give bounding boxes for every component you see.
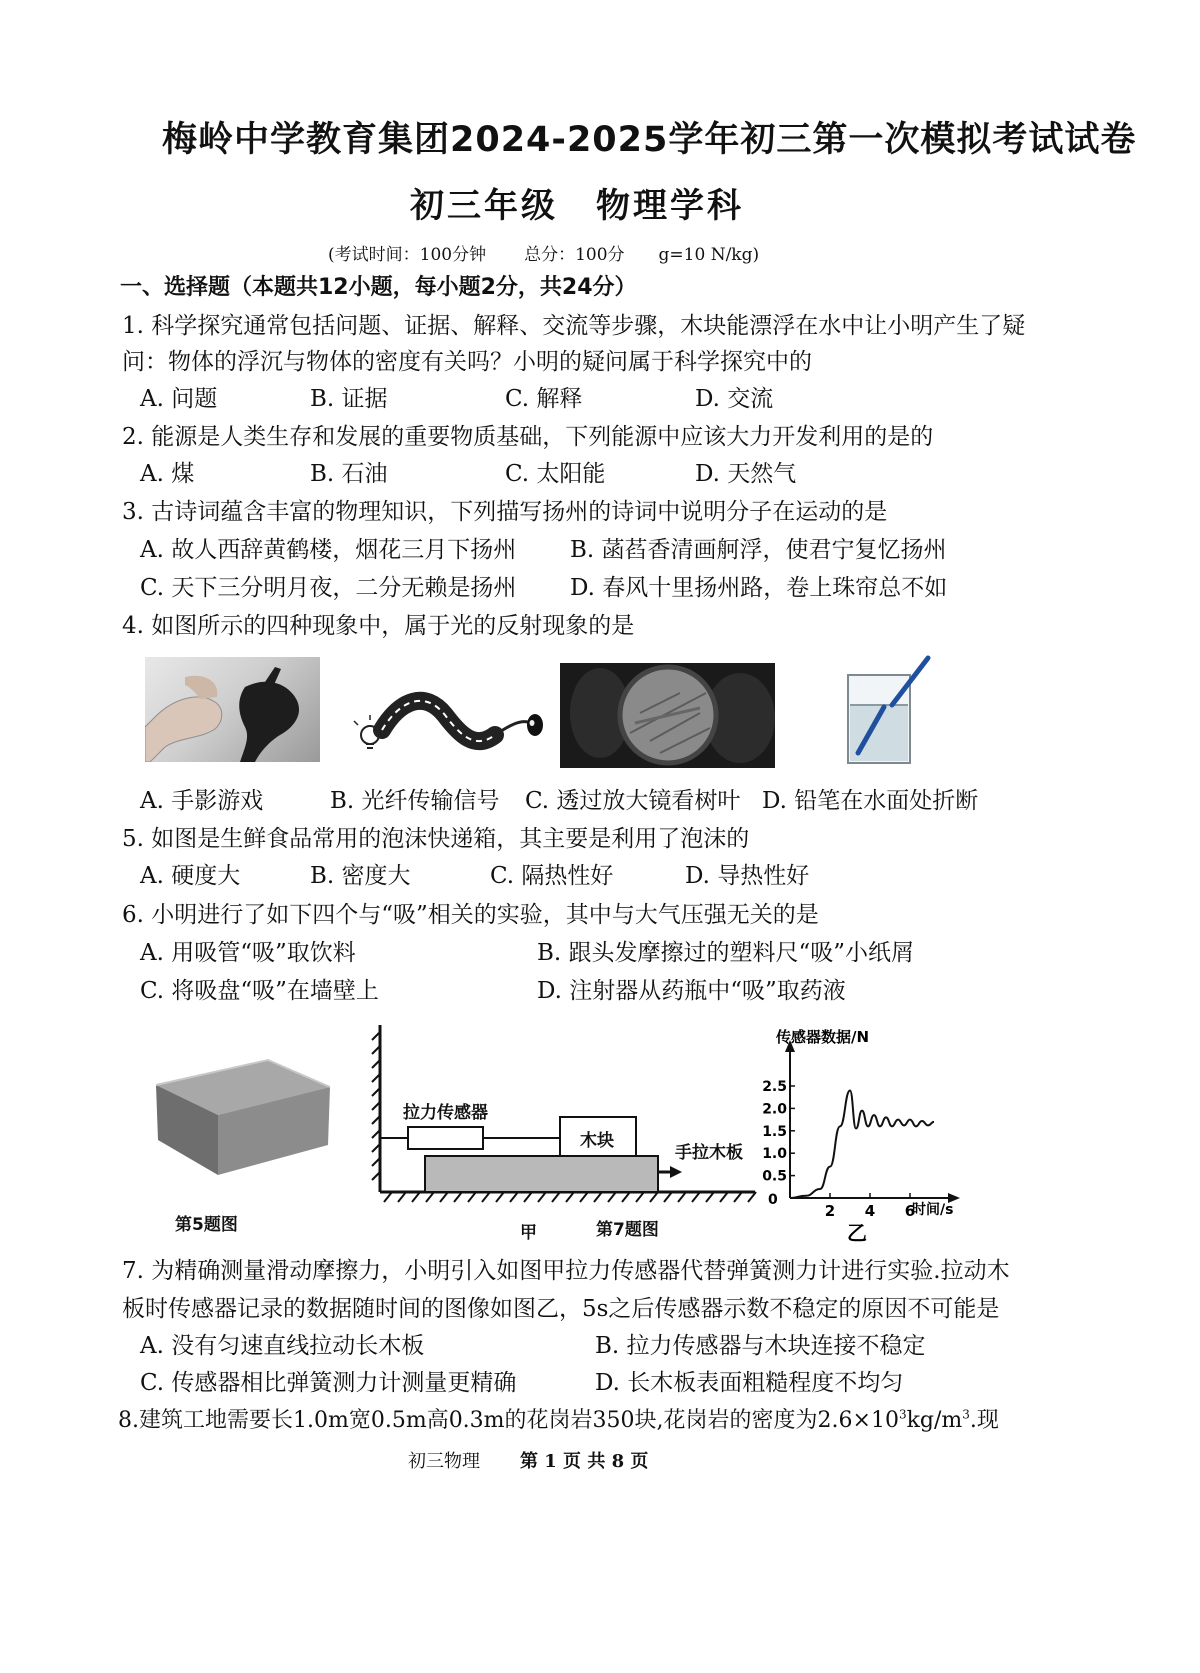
block-label: 木块 (580, 1131, 614, 1151)
pencil-in-water-photo (840, 655, 935, 765)
q4-option-b: B. 光纤传输信号 (330, 788, 500, 814)
page-footer (408, 1447, 648, 1473)
total-score: 总分：100分 (524, 245, 625, 265)
sensor-force-chart (760, 1020, 965, 1255)
q3-option-c: C. 天下三分明月夜，二分无赖是扬州 (140, 575, 517, 601)
y-tick-label: 1.5 (762, 1123, 787, 1140)
q4-option-d: D. 铅笔在水面处折断 (762, 788, 979, 814)
q2-option-a: A. 煤 (140, 461, 195, 487)
origin-label: 0 (768, 1192, 778, 1208)
exam-time: (考试时间：100分钟 (328, 245, 487, 265)
pull-board-label: 手拉木板 (675, 1143, 743, 1163)
chart-label-yi: 乙 (847, 1221, 867, 1245)
footer-page-number: 第 1 页 共 8 页 (520, 1451, 649, 1472)
sensor-label: 拉力传感器 (403, 1103, 488, 1123)
magnifier-leaf-photo (560, 663, 775, 768)
q5-option-d: D. 导热性好 (685, 863, 810, 889)
y-tick-label: 1.0 (762, 1146, 787, 1163)
subject-label: 物理学科 (596, 186, 744, 226)
q1-option-b: B. 证据 (310, 386, 388, 412)
chart-series (790, 1090, 934, 1198)
q8-exponent: 3 (898, 1407, 907, 1422)
y-tick-label: 2.5 (762, 1079, 787, 1095)
foam-box-photo (148, 1055, 338, 1180)
exam-subtitle (410, 178, 744, 227)
x-tick-label: 2 (824, 1202, 836, 1220)
q5-option-b: B. 密度大 (310, 863, 411, 889)
y-tick-label: 2.0 (762, 1101, 787, 1118)
figure-7-caption: 第7题图 (596, 1220, 659, 1240)
x-tick-label: 6 (904, 1202, 916, 1220)
q4-option-c: C. 透过放大镜看树叶 (525, 788, 741, 814)
q8-suffix: .现 (969, 1408, 999, 1433)
friction-apparatus-diagram (370, 1020, 765, 1210)
q7-option-c: C. 传感器相比弹簧测力计测量更精确 (140, 1370, 517, 1396)
gravity-constant: g=10 N/kg) (658, 245, 760, 265)
question-6-line-1: 6. 小明进行了如下四个与“吸”相关的实验，其中与大气压强无关的是 (122, 902, 819, 928)
question-1-line-2: 问：物体的浮沉与物体的密度有关吗？小明的疑问属于科学探究中的 (122, 349, 812, 375)
q1-option-d: D. 交流 (695, 386, 774, 412)
question-2-line-1: 2. 能源是人类生存和发展的重要物质基础，下列能源中应该大力开发利用的是的 (122, 424, 934, 450)
q1-option-a: A. 问题 (140, 386, 218, 412)
question-8-line-1 (118, 1403, 999, 1434)
q7-option-a: A. 没有匀速直线拉动长木板 (140, 1333, 425, 1359)
hand-shadow-photo (145, 657, 320, 762)
q8-text: 8.建筑工地需要长1.0m宽0.5m高0.3m的花岗岩350块,花岗岩的密度为2.6×10 (118, 1408, 899, 1433)
optical-fiber-diagram (350, 680, 550, 765)
question-1-line-1: 1. 科学探究通常包括问题、证据、解释、交流等步骤，木块能漂浮在水中让小明产生了疑 (122, 313, 1026, 339)
q8-unit-exponent: 3 (962, 1407, 970, 1422)
question-5-line-1: 5. 如图是生鲜食品常用的泡沫快递箱，其主要是利用了泡沫的 (122, 826, 750, 852)
q3-option-a: A. 故人西辞黄鹤楼，烟花三月下扬州 (140, 537, 517, 563)
y-tick-label: 0.5 (762, 1168, 787, 1185)
q7-option-b: B. 拉力传感器与木块连接不稳定 (595, 1333, 926, 1359)
q6-option-b: B. 跟头发摩擦过的塑料尺“吸”小纸屑 (537, 940, 915, 966)
chart-xlabel: 时间/s (912, 1202, 954, 1218)
series-line (790, 1090, 934, 1198)
exam-info (328, 240, 759, 265)
q7-option-d: D. 长木板表面粗糙程度不均匀 (595, 1370, 904, 1396)
q2-option-b: B. 石油 (310, 461, 388, 487)
q3-option-d: D. 春风十里扬州路，卷上珠帘总不如 (570, 575, 948, 601)
q6-option-a: A. 用吸管“吸”取饮料 (140, 940, 356, 966)
q4-option-a: A. 手影游戏 (140, 788, 264, 814)
q8-unit: kg/m (906, 1408, 963, 1433)
question-7-line-2: 板时传感器记录的数据随时间的图像如图乙，5s之后传感器示数不稳定的原因不可能是 (122, 1296, 1000, 1322)
section-heading: 一、选择题（本题共12小题，每小题2分，共24分） (120, 275, 637, 300)
figure-7-label-jia: 甲 (520, 1223, 537, 1243)
q6-option-d: D. 注射器从药瓶中“吸”取药液 (537, 978, 846, 1004)
q6-option-c: C. 将吸盘“吸”在墙壁上 (140, 978, 379, 1004)
q2-option-d: D. 天然气 (695, 461, 797, 487)
q1-option-c: C. 解释 (505, 386, 583, 412)
question-3-line-1: 3. 古诗词蕴含丰富的物理知识，下列描写扬州的诗词中说明分子在运动的是 (122, 499, 888, 525)
exam-title: 梅岭中学教育集团2024-2025学年初三第一次模拟考试试卷 (162, 120, 1137, 160)
x-tick-label: 4 (864, 1202, 876, 1220)
question-4-line-1: 4. 如图所示的四种现象中，属于光的反射现象的是 (122, 613, 635, 639)
figure-5-caption: 第5题图 (175, 1215, 238, 1235)
q5-option-c: C. 隔热性好 (490, 863, 614, 889)
q2-option-c: C. 太阳能 (505, 461, 606, 487)
footer-subject: 初三物理 (408, 1451, 480, 1472)
question-7-line-1: 7. 为精确测量滑动摩擦力，小明引入如图甲拉力传感器代替弹簧测力计进行实验.拉动木 (122, 1258, 1010, 1284)
q3-option-b: B. 菡萏香清画舸浮，使君宁复忆扬州 (570, 537, 947, 563)
q5-option-a: A. 硬度大 (140, 863, 241, 889)
grade-label: 初三年级 (410, 186, 558, 226)
chart-ylabel: 传感器数据/N (776, 1028, 870, 1046)
